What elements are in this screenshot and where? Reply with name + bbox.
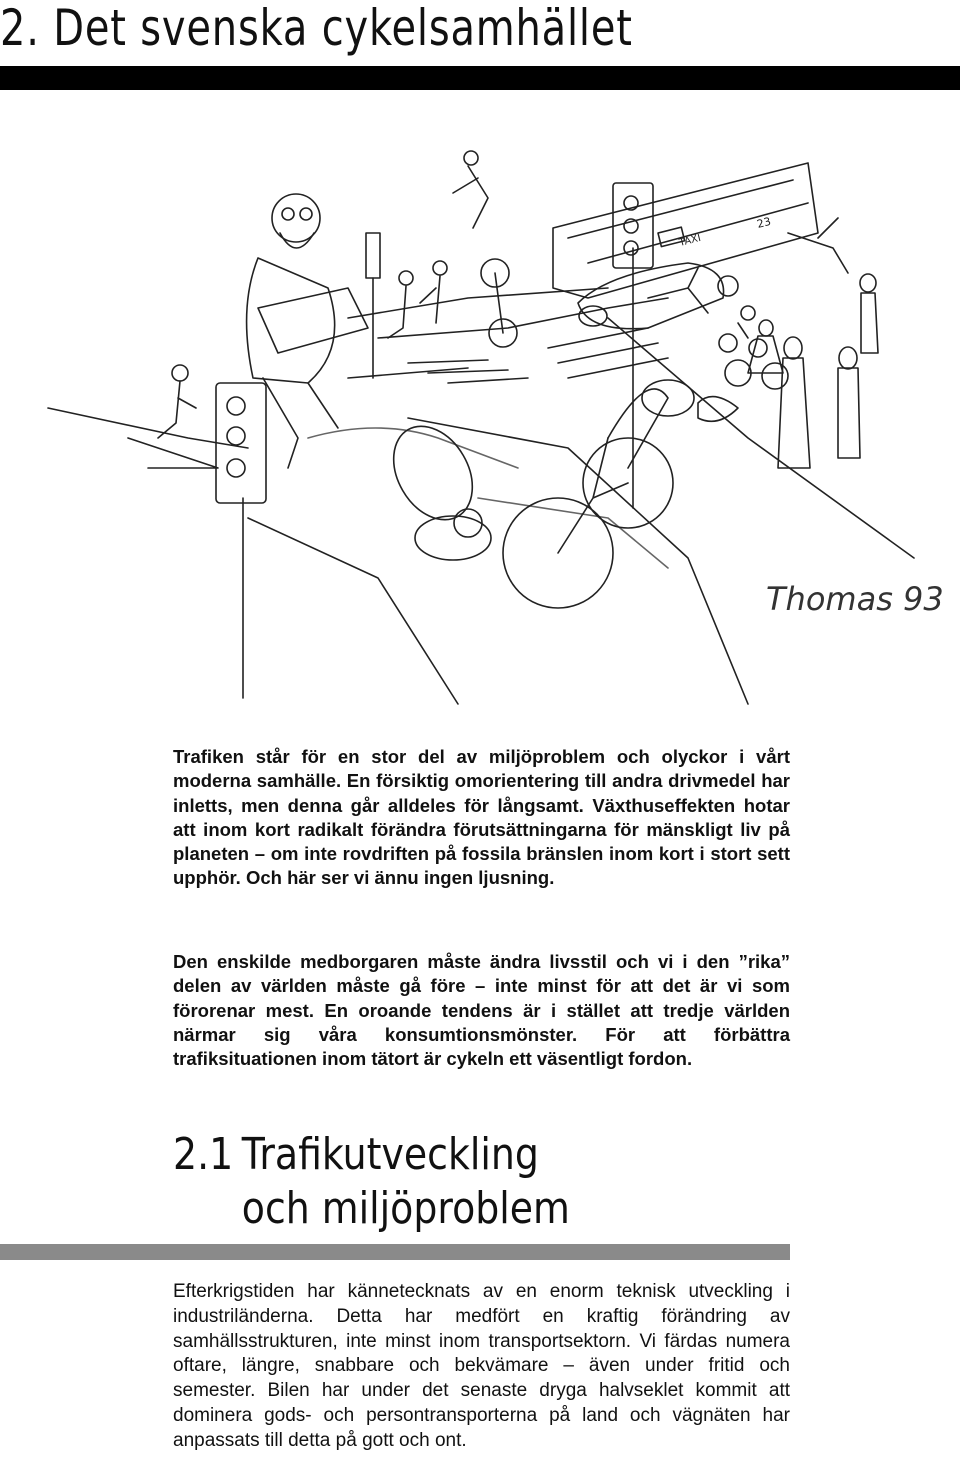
section-heading [173, 1128, 570, 1236]
artist-signature: Thomas 93 [766, 580, 944, 618]
running-figures [158, 151, 848, 438]
bus-number-text: 23 [755, 214, 773, 231]
section-number: 2.1 [173, 1129, 234, 1180]
cyclist-figure [503, 380, 694, 608]
artist-figure [247, 194, 368, 468]
bus-taxi-text: TAXI [678, 232, 703, 249]
manhole-figure [378, 412, 491, 560]
section-title-line2: och miljöproblem [241, 1183, 570, 1234]
chapter-title: 2. Det svenska cykelsamhället [0, 0, 633, 57]
title-rule [0, 66, 960, 90]
pedestrian-signal [366, 233, 380, 378]
pedestrians [698, 274, 878, 468]
car [578, 263, 724, 329]
traffic-light-left [216, 383, 266, 698]
section-title-line1: Trafikutveckling [241, 1129, 539, 1180]
street-scene-illustration [48, 138, 944, 704]
flying-bicycle [481, 259, 517, 347]
bus [553, 163, 818, 298]
section-rule [0, 1244, 790, 1260]
section-paragraph-1: Efterkrigstiden har kännetecknats av en enorm teknisk utveckling i industriländerna. Detta har medfört en kraftig förändring av samhällsstrukturen, inte minst inom transportsektorn. Vi färdas numera oftare, längre, snabbare och bekvämare – även under fritid och semester. Bilen har under det senaste dryga halvseklet kommit att dominera gods- och persontransporterna på land och vägnäten har anpassats till detta på gott och ont. [173, 1281, 790, 1451]
intro-paragraph-1: Trafiken står för en stor del av miljöproblem och olyckor i vårt moderna samhälle. En försiktig omorientering till andra drivmedel har inletts, men denna går alldeles för långsamt. Växthuseffekten hotar att inom kort radikalt förändra förutsättningarna för mänskligt liv på planeten – om inte rovdriften på fossila bränslen inom kort i stort sett upphör. Och här ser vi ännu ingen ljusning. [173, 746, 790, 889]
intro-paragraph-2: Den enskilde medborgaren måste ändra livsstil och vi i den ”rika” delen av världen måste gå före – inte minst för att det är vi som förorenar mest. En oroande tendens är i stället att tredje världen närmar sig våra konsumtionsmönster. För att förbättra trafiksituationen inom tätort är cykeln ett väsentligt fordon. [173, 951, 790, 1070]
